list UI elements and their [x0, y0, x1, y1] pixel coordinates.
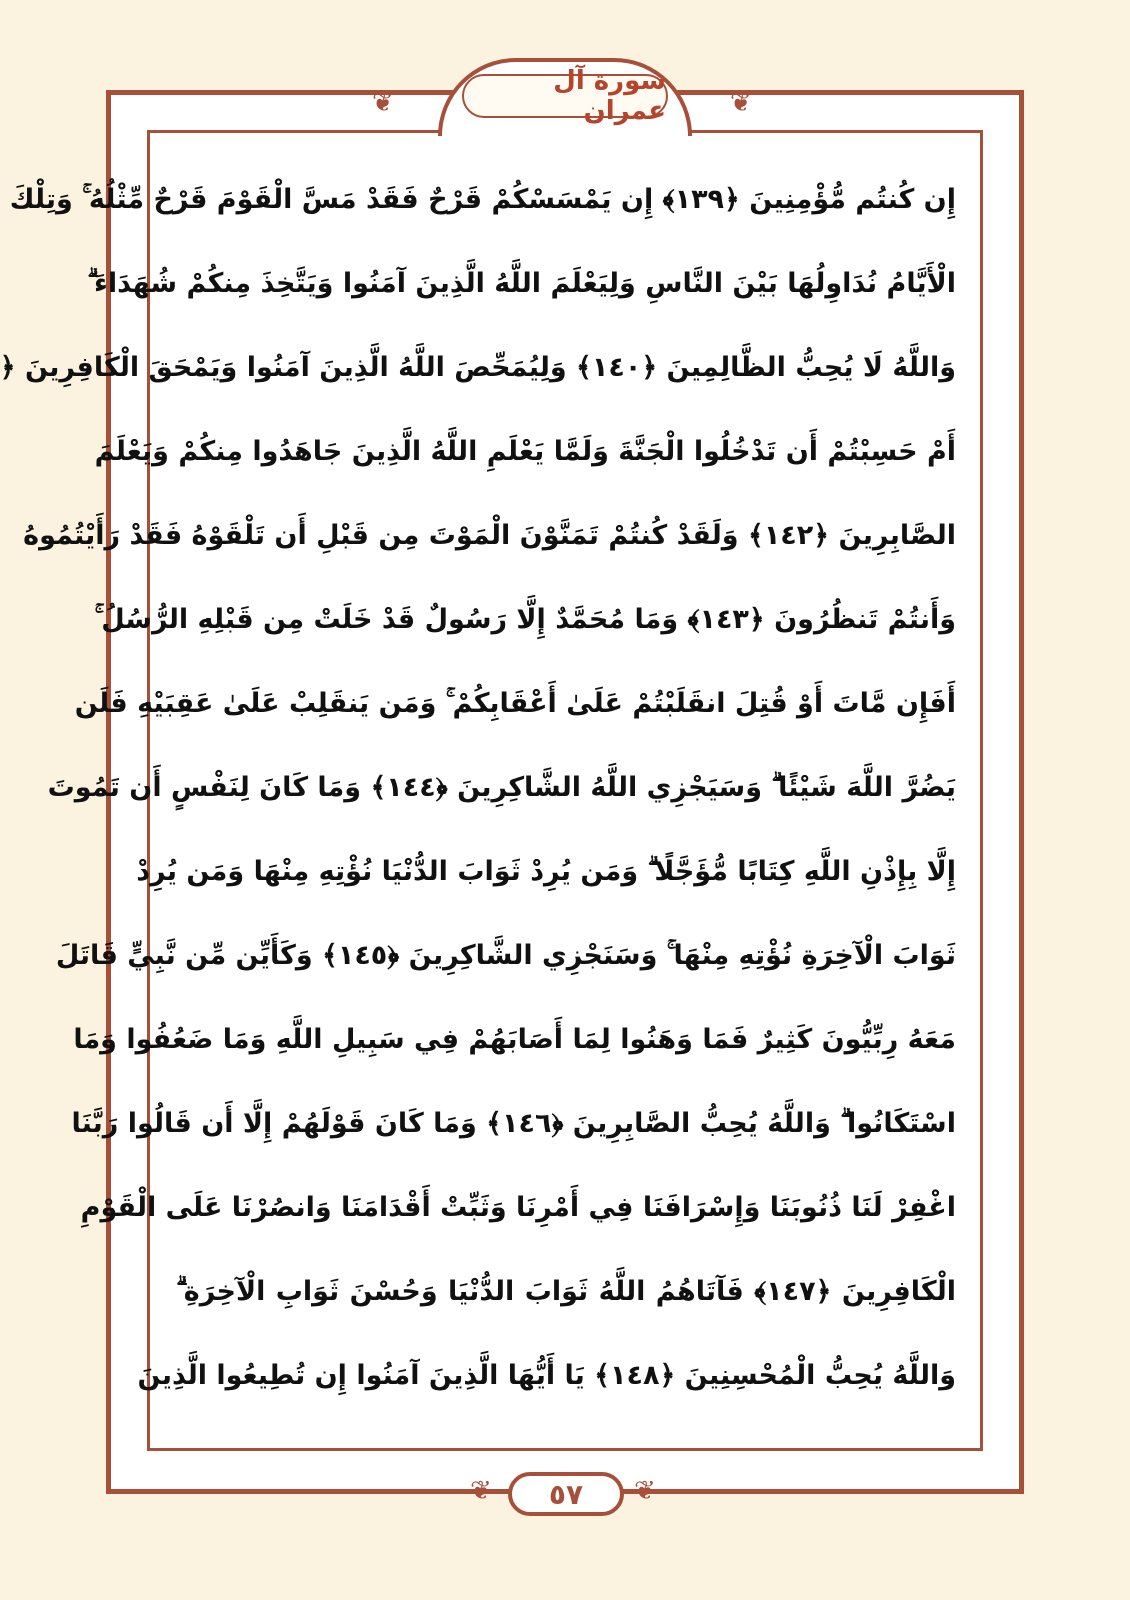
surah-title: سورة آل عمران: [553, 66, 666, 126]
verse-line: إِن كُنتُم مُّؤْمِنِينَ ﴿١٣٩﴾ إِن يَمْسَسْكُمْ قَرْحٌ فَقَدْ مَسَّ الْقَوْمَ قَرْحٌ مِّثْلُهُ ۚ وَتِلْكَ: [9, 184, 956, 215]
flourish-ornament-icon: ❦: [634, 1476, 656, 1506]
verse-line: الصَّابِرِينَ ﴿١٤٢﴾ وَلَقَدْ كُنتُمْ تَمَنَّوْنَ الْمَوْتَ مِن قَبْلِ أَن تَلْقَوْهُ فَقَدْ رَأَيْتُمُوهُ: [23, 520, 956, 551]
verse-line: وَاللَّهُ لَا يُحِبُّ الظَّالِمِينَ ﴿١٤٠﴾ وَلِيُمَحِّصَ اللَّهُ الَّذِينَ آمَنُوا وَيَمْحَقَ الْكَافِرِينَ ﴿: [0, 352, 956, 383]
verse-line: اسْتَكَانُوا ۗ وَاللَّهُ يُحِبُّ الصَّابِرِينَ ﴿١٤٦﴾ وَمَا كَانَ قَوْلَهُمْ إِلَّا أَن قَالُوا رَبَّنَا: [71, 1108, 956, 1139]
page-number: ٥٧: [548, 1477, 584, 1511]
verse-line: وَاللَّهُ يُحِبُّ الْمُحْسِنِينَ ﴿١٤٨﴾ يَا أَيُّهَا الَّذِينَ آمَنُوا إِن تُطِيعُوا الَّذِينَ: [137, 1360, 956, 1391]
verse-line: مَعَهُ رِبِّيُّونَ كَثِيرٌ فَمَا وَهَنُوا لِمَا أَصَابَهُمْ فِي سَبِيلِ اللَّهِ وَمَا ضَعُفُوا وَمَا: [73, 1024, 956, 1055]
verse-line: إِلَّا بِإِذْنِ اللَّهِ كِتَابًا مُّؤَجَّلًا ۗ وَمَن يُرِدْ ثَوَابَ الدُّنْيَا نُؤْتِهِ مِنْهَا وَمَن يُرِدْ: [136, 856, 956, 887]
flourish-ornament-icon: ❦: [730, 88, 752, 118]
verse-text-block: [0, 158, 957, 1418]
surah-title-cartouche: [462, 66, 668, 126]
verse-line: أَمْ حَسِبْتُمْ أَن تَدْخُلُوا الْجَنَّةَ وَلَمَّا يَعْلَمِ اللَّهُ الَّذِينَ جَاهَدُوا مِنكُمْ وَيَعْلَمَ: [94, 436, 956, 467]
verse-line: ثَوَابَ الْآخِرَةِ نُؤْتِهِ مِنْهَا ۚ وَسَنَجْزِي الشَّاكِرِينَ ﴿١٤٥﴾ وَكَأَيِّن مِّن نَّبِيٍّ قَاتَلَ: [55, 940, 956, 971]
verse-line: أَفَإِن مَّاتَ أَوْ قُتِلَ انقَلَبْتُمْ عَلَىٰ أَعْقَابِكُمْ ۚ وَمَن يَنقَلِبْ عَلَىٰ عَقِبَيْهِ فَلَن: [74, 688, 956, 719]
flourish-ornament-icon: ❦: [470, 1476, 492, 1506]
verse-line: وَأَنتُمْ تَنظُرُونَ ﴿١٤٣﴾ وَمَا مُحَمَّدٌ إِلَّا رَسُولٌ قَدْ خَلَتْ مِن قَبْلِهِ الرُّسُلُ ۚ: [94, 604, 956, 635]
verse-line: الْكَافِرِينَ ﴿١٤٧﴾ فَآتَاهُمُ اللَّهُ ثَوَابَ الدُّنْيَا وَحُسْنَ ثَوَابِ الْآخِرَةِ ۗ: [176, 1276, 957, 1307]
page-number-plaque: [508, 1472, 624, 1516]
surah-header-plaque: [438, 58, 692, 136]
flourish-ornament-icon: ❦: [372, 88, 394, 118]
verse-line: يَضُرَّ اللَّهَ شَيْئًا ۗ وَسَيَجْزِي اللَّهُ الشَّاكِرِينَ ﴿١٤٤﴾ وَمَا كَانَ لِنَفْسٍ أَن تَمُوتَ: [47, 772, 956, 803]
verse-line: اغْفِرْ لَنَا ذُنُوبَنَا وَإِسْرَافَنَا فِي أَمْرِنَا وَثَبِّتْ أَقْدَامَنَا وَانصُرْنَا عَلَى الْقَوْمِ: [80, 1192, 956, 1223]
verse-line: الْأَيَّامُ نُدَاوِلُهَا بَيْنَ النَّاسِ وَلِيَعْلَمَ اللَّهُ الَّذِينَ آمَنُوا وَيَتَّخِذَ مِنكُمْ شُهَدَاءَ ۗ: [87, 268, 956, 299]
